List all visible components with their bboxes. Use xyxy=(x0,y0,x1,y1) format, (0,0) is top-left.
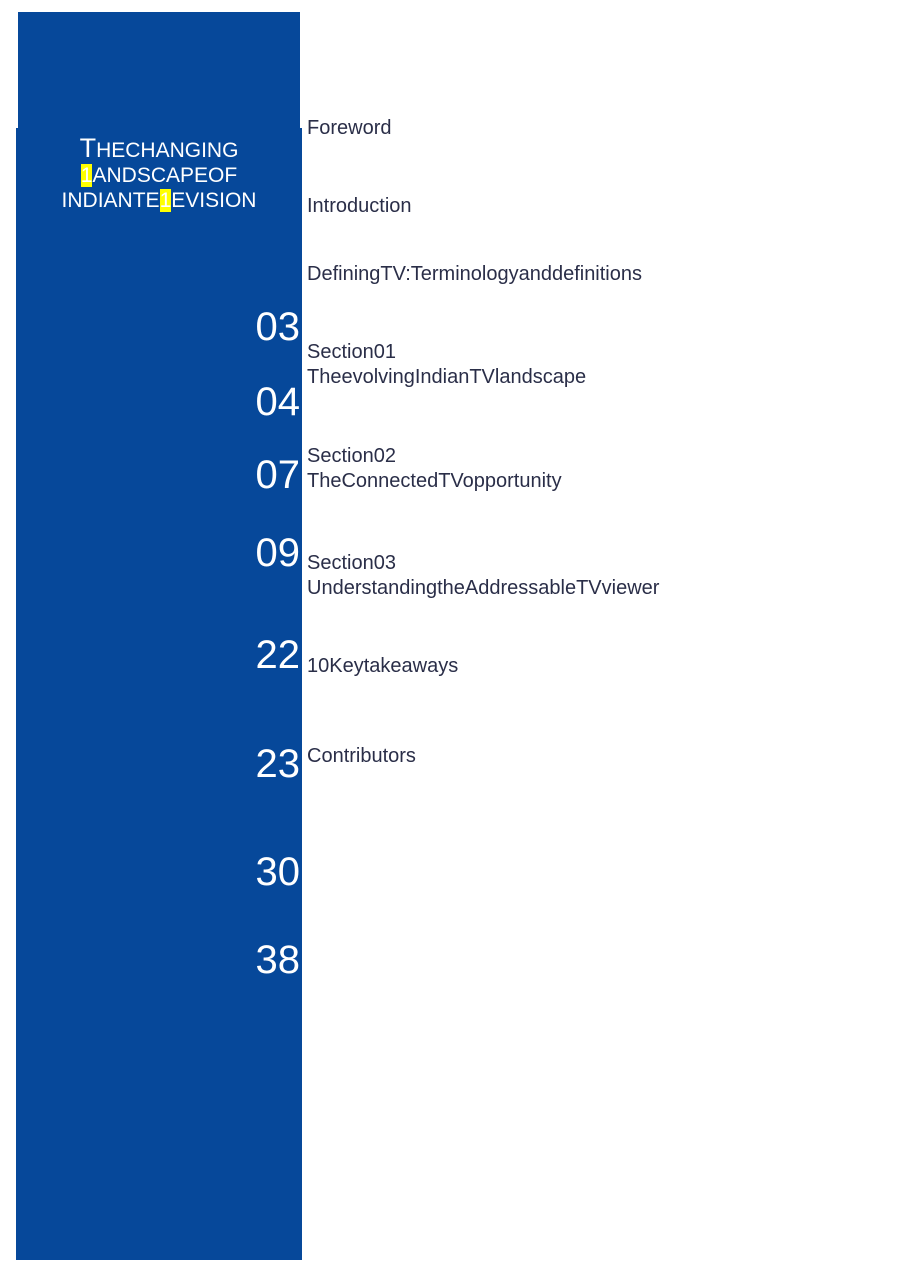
toc-entry-foreword[interactable]: Foreword xyxy=(307,117,392,139)
report-title-line-3: INDIANTE1EVISION xyxy=(61,189,257,212)
page-number: 30 xyxy=(255,850,300,894)
section-title: TheConnectedTVopportunity xyxy=(307,470,562,492)
sidebar-band xyxy=(16,128,302,1260)
report-title-line-2: 1ANDSCAPEOF xyxy=(80,164,238,187)
page-number: 23 xyxy=(255,742,300,786)
toc-entry-section-02[interactable] xyxy=(307,444,562,494)
page-number: 38 xyxy=(255,938,300,982)
page-number: 07 xyxy=(255,453,300,497)
page-number: 03 xyxy=(255,305,300,349)
page-number: 09 xyxy=(255,531,300,575)
toc-entry-section-03[interactable] xyxy=(307,551,659,601)
highlight-mark: 1 xyxy=(80,164,93,187)
sidebar-band-top xyxy=(18,12,300,130)
page-number: 22 xyxy=(255,633,300,677)
toc-entry-section-01[interactable] xyxy=(307,340,586,390)
toc-entry-key-takeaways[interactable]: 10Keytakeaways xyxy=(307,655,459,677)
section-title: UnderstandingtheAddressableTVviewer xyxy=(307,577,660,599)
toc-entry-defining-tv[interactable]: DefiningTV:Terminologyanddefinitions xyxy=(307,263,642,285)
toc-entry-introduction[interactable]: Introduction xyxy=(307,195,412,217)
highlight-mark: 1 xyxy=(159,189,172,212)
section-label: Section01 xyxy=(307,341,396,363)
page-number: 04 xyxy=(255,380,300,424)
toc-entry-contributors[interactable]: Contributors xyxy=(307,745,416,767)
section-label: Section02 xyxy=(307,445,396,467)
report-title-line-1: THECHANGING xyxy=(79,133,239,163)
section-label: Section03 xyxy=(307,552,396,574)
section-title: TheevolvingIndianTVlandscape xyxy=(307,366,587,388)
